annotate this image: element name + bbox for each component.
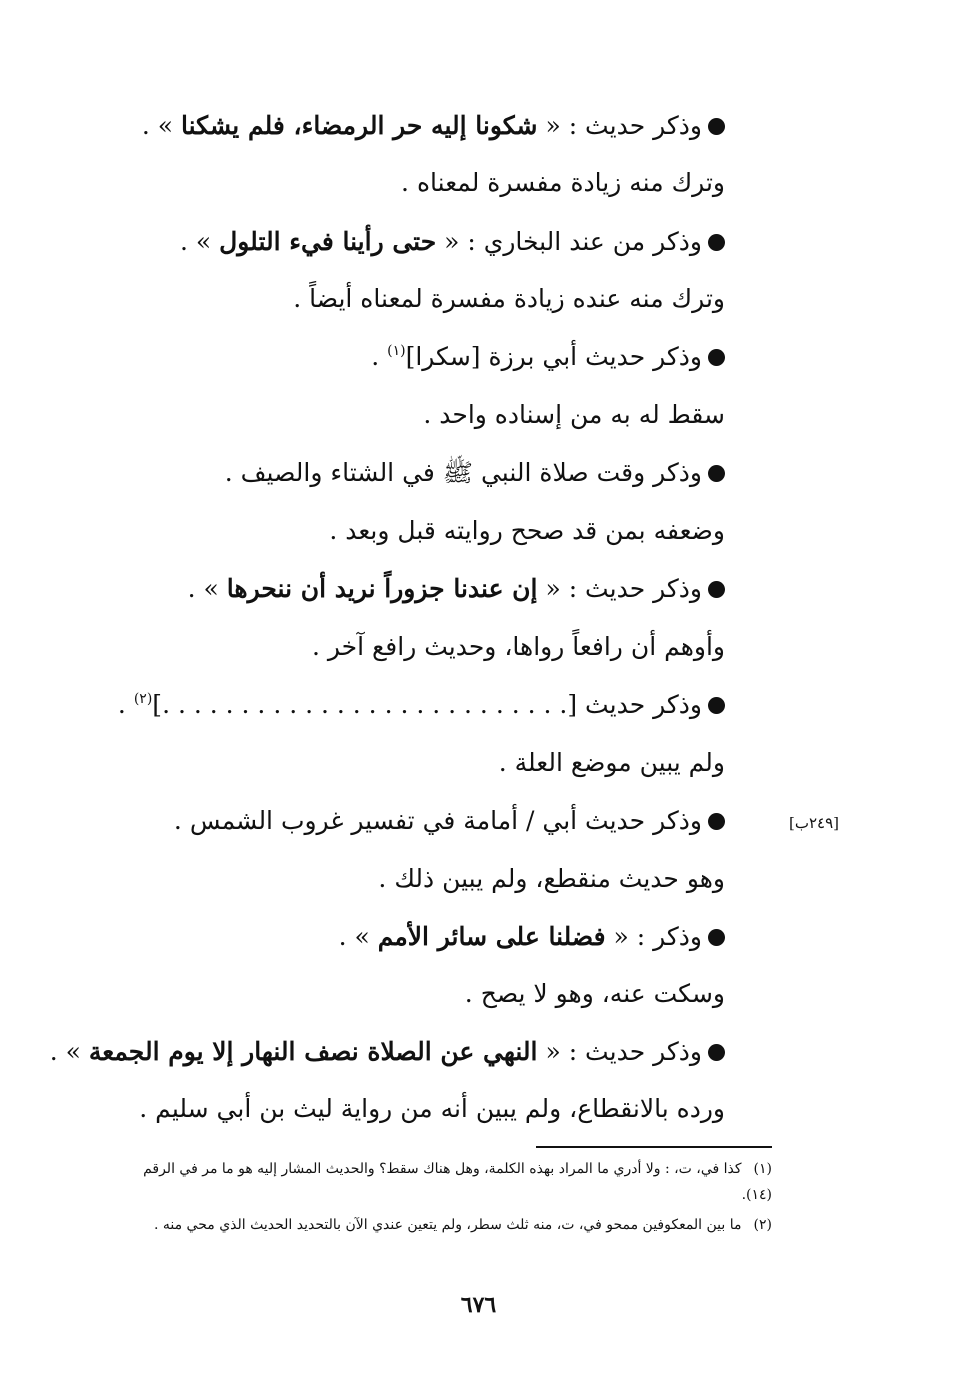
text-line: ورده بالانقطاع، ولم يبين أنه من رواية ليث بن أبي سليم . <box>139 1094 725 1123</box>
footnote-continuation: (١٤). <box>741 1187 772 1203</box>
footnote-text: ما بين المعكوفين ممحو في، ت، منه ثلث سطر، ولم يتعين عندي الآن بالتحديد الحديث الذي محي منه . <box>153 1217 742 1233</box>
footnote <box>52 1157 772 1181</box>
footnote-text: كذا في، ت، : ولا أدري ما المراد بهذه الكلمة، وهل هناك سقط؟ والحديث المشار إليه هو ما مر في الرقم <box>143 1161 742 1177</box>
footnote-number: (٢) <box>753 1217 772 1233</box>
text-line: وهو حديث منقطع، ولم يبين ذلك . <box>378 864 725 893</box>
bullet-icon <box>708 1044 725 1061</box>
footnote-ref[interactable]: (١) <box>387 343 406 359</box>
footnote-number: (١) <box>753 1161 772 1177</box>
text-line: وسكت عنه، وهو لا يصح . <box>464 979 725 1008</box>
text-line: وذكر حديث أبي برزة [سكرا]$^{(١)}$ . <box>85 340 725 374</box>
bullet-icon <box>708 813 725 830</box>
text-line: وترك منه عنده زيادة مفسرة لمعناه أيضاً . <box>293 284 725 313</box>
text-line: ولم يبين موضع العلة . <box>498 748 725 777</box>
bullet-icon <box>708 349 725 366</box>
text-line: وذكر حديث : « النهي عن الصلاة نصف النهار إلا يوم الجمعة » . <box>25 1035 725 1069</box>
bullet-icon <box>708 234 725 251</box>
text-line: وذكر حديث أبي / أمامة في تفسير غروب الشمس . <box>85 804 725 838</box>
text-line: وذكر وقت صلاة النبي ﷺ في الشتاء والصيف . <box>85 456 725 490</box>
text-line: سقط له به من إسناده واحد . <box>423 400 725 429</box>
text-line: وضعفه بمن قد صحح روايته قبل وبعد . <box>329 516 725 545</box>
bullet-icon <box>708 697 725 714</box>
text-line: وترك منه زيادة مفسرة لمعناه . <box>401 168 725 197</box>
bullet-icon <box>708 929 725 946</box>
text-line: وذكر حديث [. . . . . . . . . . . . . . . . . . . . . . . . . .]$^{(٢)}$ . <box>25 688 725 722</box>
text-line: وذكر : « فضلنا على سائر الأمم » . <box>85 920 725 954</box>
text-line: وذكر من عند البخاري : « حتى رأينا فيء التلول » . <box>85 225 725 259</box>
footnote-ref[interactable]: (٢) <box>133 691 153 707</box>
bullet-icon <box>708 118 725 135</box>
bullet-icon <box>708 581 725 598</box>
text-line: وأوهم أن رافعاً رواها، وحديث رافع آخر . <box>311 632 725 661</box>
page-number: ٦٧٦ <box>460 1292 497 1318</box>
footnote <box>52 1213 772 1237</box>
bullet-icon <box>708 465 725 482</box>
manuscript-folio-marker: [٢٤٩ب] <box>788 814 839 832</box>
text-line: وذكر حديث : « إن عندنا جزوراً نريد أن ننحرها » . <box>85 572 725 606</box>
text-line: وذكر حديث : « شكونا إليه حر الرمضاء، فلم يشكنا » . <box>85 109 725 143</box>
footnote-separator <box>536 1146 772 1148</box>
